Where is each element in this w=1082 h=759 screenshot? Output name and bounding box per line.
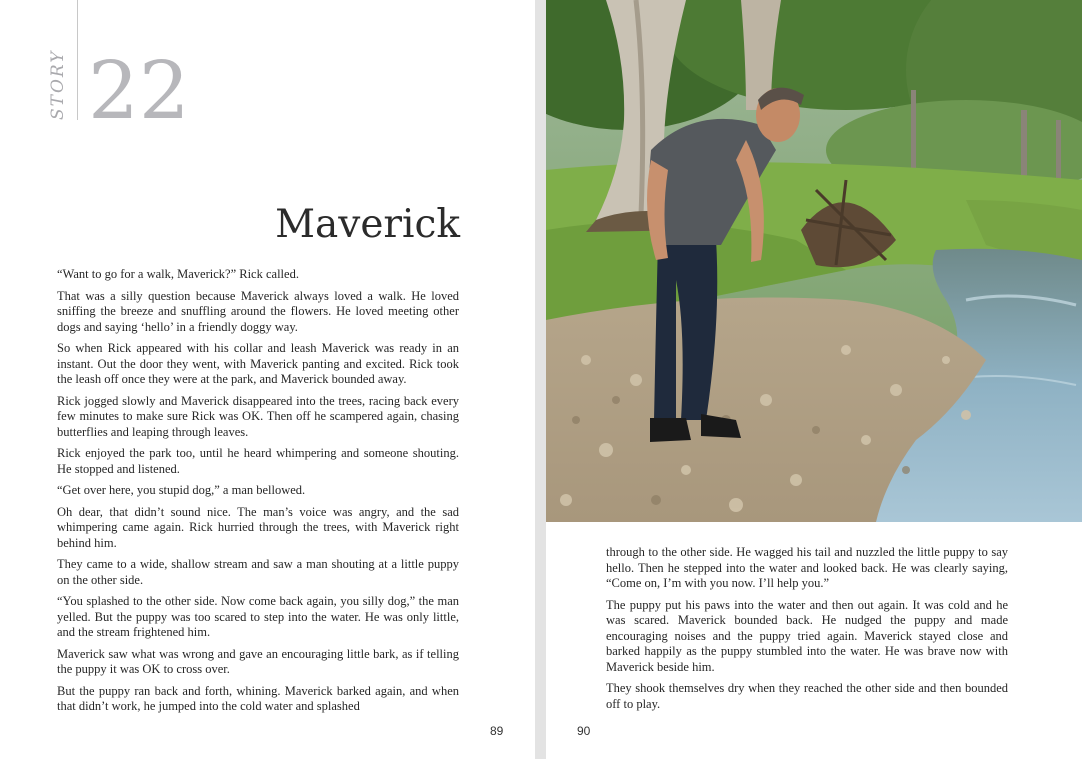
paragraph: The puppy put his paws into the water and then out again. It was cold and he was scared. Maverick bounded back. He nudged the puppy and made encouraging noises and the puppy tried again. Maverick stayed close and barked happily as the puppy stumbled into the water. He was brave now with Maverick beside him. (606, 597, 1008, 674)
park-stream-scene (546, 0, 1082, 522)
paragraph: So when Rick appeared with his collar and leash Maverick was ready in an instant. Out the door they went, with Maverick panting and excited. Rick took the leash off once they were at the park, and Maverick bounded away. (57, 341, 459, 386)
paragraph: “Want to go for a walk, Maverick?” Rick called. (57, 267, 299, 281)
story-title: Maverick (275, 202, 460, 247)
paragraph: They shook themselves dry when they reached the other side and then bounded off to play. (606, 681, 1008, 711)
paragraph: Rick jogged slowly and Maverick disappeared into the trees, racing back every few minutes to make sure Rick was OK. Then off he scampered again, chasing butterflies and leaping through leaves. (57, 393, 459, 439)
paragraph: They came to a wide, shallow stream and saw a man shouting at a little puppy on the other side. (57, 557, 459, 587)
book-gutter (535, 0, 546, 759)
story-number: 22 (88, 44, 190, 137)
paragraph: “Get over here, you stupid dog,” a man bellowed. (57, 483, 306, 497)
paragraph: Rick enjoyed the park too, until he heard whimpering and someone shouting. He stopped and listened. (57, 446, 459, 476)
paragraph: But the puppy ran back and forth, whining. Maverick barked again, and when that didn’t work, he jumped into the cold water and splashed (57, 683, 459, 713)
left-page-text (57, 267, 459, 721)
paragraph: through to the other side. He wagged his tail and nuzzled the little puppy to say hello. Then he stepped into the water and looked back. He was clearly saying, “Come on, I’m with you now. I’ll help you.” (606, 545, 1008, 590)
paragraph: That was a silly question because Maverick always loved a walk. He loved sniffing the breeze and snuffling around the flowers. He loved meeting other dogs and saying ‘hello’ in a friendly doggy way. (57, 288, 459, 334)
right-page-text (606, 545, 1008, 718)
story-label: STORY (48, 49, 68, 120)
paragraph: Oh dear, that didn’t sound nice. The man’s voice was angry, and the sad whimpering came again. Rick hurried through the trees, with Maverick right behind him. (57, 504, 459, 550)
paragraph: “You splashed to the other side. Now come back again, you silly dog,” the man yelled. But the puppy was too scared to step into the water. He was only little, and the stream frightened him. (57, 594, 459, 639)
story-illustration-photo (546, 0, 1082, 522)
page-number-left: 89 (490, 724, 504, 738)
story-divider-line (77, 0, 78, 120)
page-number-right: 90 (577, 724, 591, 738)
paragraph: Maverick saw what was wrong and gave an encouraging little bark, as if telling the puppy it was OK to cross over. (57, 646, 459, 676)
